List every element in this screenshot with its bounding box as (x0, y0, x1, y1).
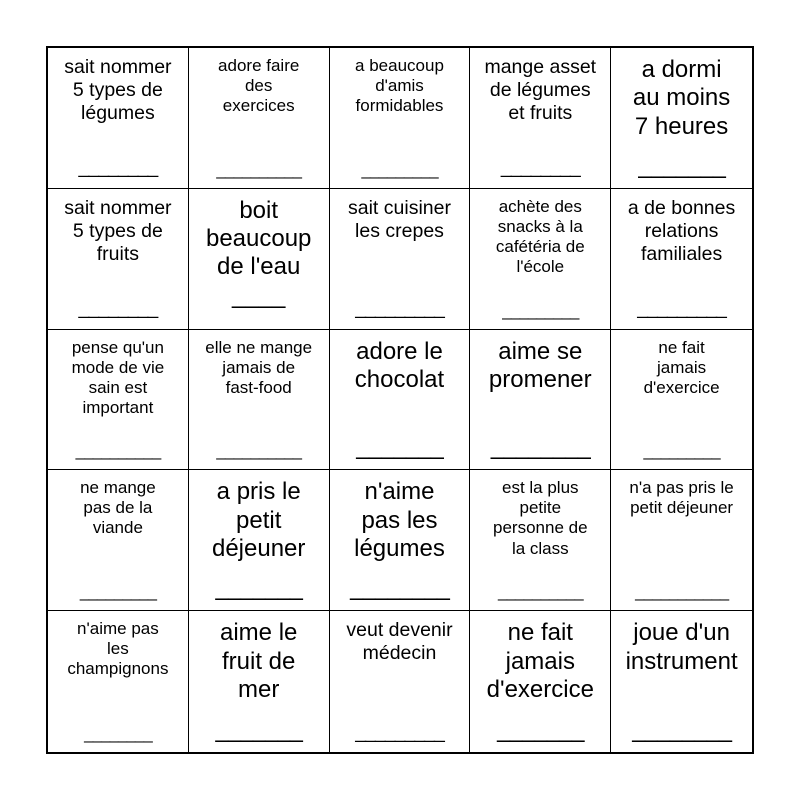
cell-prompt: a de bonnes relations familiales (627, 196, 736, 265)
cell-signature-line: ________ (350, 574, 449, 602)
cell-signature-line: _______ (215, 716, 302, 743)
cell-signature-line: ________ (632, 716, 731, 743)
cell-signature-line: _______ (638, 151, 725, 179)
cell-prompt: boit beaucoup de l'eau ____ (205, 196, 312, 309)
cell-signature-line: _________ (79, 582, 156, 602)
cell-signature-line: __________ (498, 582, 583, 602)
bingo-cell[interactable] (330, 470, 471, 611)
bingo-cell[interactable] (48, 48, 189, 189)
bingo-cell[interactable] (189, 189, 330, 330)
cell-prompt: a beaucoup d'amis formidables (355, 56, 444, 116)
cell-prompt: sait cuisiner les crepes (348, 196, 451, 242)
cell-prompt: a dormi au moins 7 heures (632, 56, 731, 140)
cell-prompt: elle ne mange jamais de fast-food (205, 337, 313, 397)
cell-prompt: n'aime pas les légumes (354, 478, 445, 563)
bingo-cell[interactable] (330, 330, 471, 471)
bingo-cell[interactable] (330, 611, 471, 752)
cell-signature-line: ________ (490, 433, 590, 461)
bingo-cell[interactable] (470, 330, 611, 471)
bingo-cell[interactable] (611, 189, 752, 330)
cell-prompt: n'a pas pris le petit déjeuner (629, 478, 734, 518)
cell-signature-line: ________ (500, 156, 580, 179)
cell-signature-line: _________ (643, 441, 720, 461)
cell-signature-line: _________ (355, 720, 444, 743)
cell-prompt: a pris le petit déjeuner (211, 478, 306, 563)
cell-prompt: adore le chocolat (354, 337, 445, 393)
cell-signature-line: _________ (355, 297, 444, 320)
bingo-cell[interactable] (611, 330, 752, 471)
bingo-cell[interactable] (48, 330, 189, 471)
cell-prompt: aime le fruit de mer (220, 619, 298, 703)
bingo-cell[interactable] (330, 189, 471, 330)
cell-prompt: n'aime pas les champignons (67, 619, 169, 679)
bingo-cell[interactable] (48, 470, 189, 611)
cell-prompt: ne fait jamais d'exercice (486, 619, 594, 703)
bingo-cell[interactable] (470, 470, 611, 611)
bingo-cell[interactable] (470, 189, 611, 330)
cell-prompt: ne mange pas de la viande (80, 478, 156, 538)
bingo-cell[interactable] (470, 611, 611, 752)
cell-signature-line: __________ (216, 159, 301, 179)
cell-signature-line: __________ (216, 441, 301, 461)
cell-prompt: est la plus petite personne de la class (493, 478, 588, 558)
cell-signature-line: _______ (497, 716, 584, 743)
cell-signature-line: _______ (215, 574, 302, 602)
cell-prompt: joue d'un instrument (625, 619, 738, 675)
cell-prompt: adore faire des exercices (218, 56, 300, 116)
bingo-cell[interactable] (48, 611, 189, 752)
cell-prompt: mange asset de légumes et fruits (484, 56, 597, 124)
cell-signature-line: _______ (356, 433, 443, 461)
bingo-cell[interactable] (189, 470, 330, 611)
cell-prompt: pense qu'un mode de vie sain est important (71, 337, 165, 417)
bingo-cell[interactable] (189, 48, 330, 189)
bingo-cell[interactable] (611, 470, 752, 611)
cell-signature-line: ___________ (635, 582, 729, 602)
cell-signature-line: _________ (637, 297, 726, 320)
bingo-cell[interactable] (330, 48, 471, 189)
bingo-cell[interactable] (189, 611, 330, 752)
bingo-cell[interactable] (189, 330, 330, 471)
cell-signature-line: ________ (78, 297, 158, 320)
cell-signature-line: _________ (361, 159, 438, 179)
cell-signature-line: ________ (84, 724, 152, 743)
cell-prompt: achète des snacks à la cafétéria de l'école (495, 196, 585, 276)
cell-prompt: aime se promener (488, 337, 592, 393)
bingo-board (46, 46, 754, 754)
bingo-cell[interactable] (611, 48, 752, 189)
cell-prompt: veut devenir médecin (346, 619, 453, 665)
bingo-cell[interactable] (48, 189, 189, 330)
cell-signature-line: __________ (75, 441, 161, 461)
cell-signature-line: _________ (502, 300, 579, 320)
cell-signature-line: ________ (78, 156, 158, 179)
bingo-cell[interactable] (611, 611, 752, 752)
cell-prompt: ne fait jamais d'exercice (643, 337, 720, 397)
cell-prompt: sait nommer 5 types de légumes (64, 56, 172, 124)
cell-prompt: sait nommer 5 types de fruits (64, 196, 172, 265)
bingo-cell[interactable] (470, 48, 611, 189)
